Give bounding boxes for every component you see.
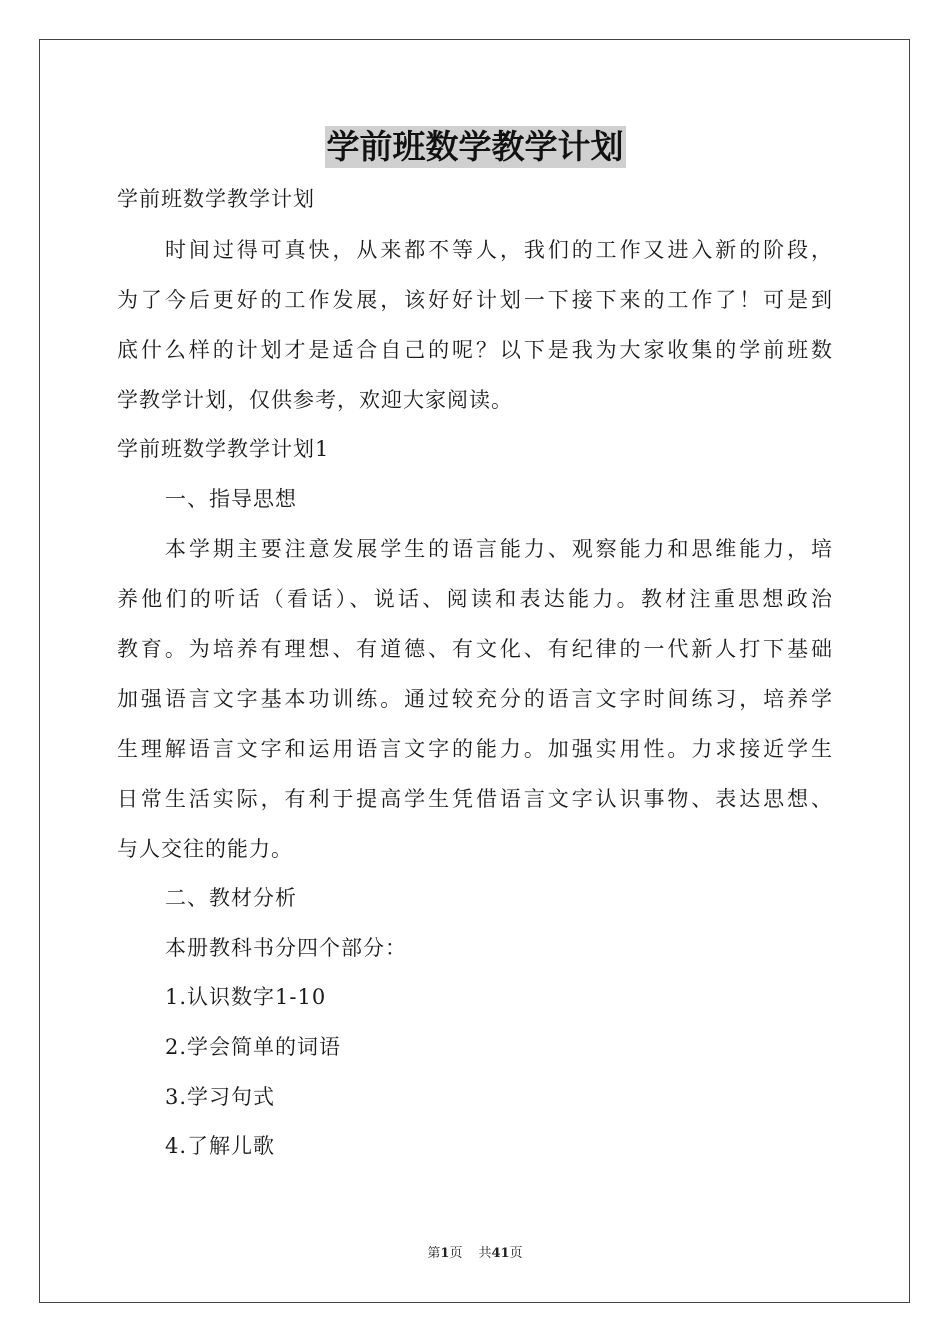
list-item-2: 2.学会简单的词语 (165, 1035, 342, 1059)
page-footer (0, 1245, 950, 1263)
document-title: 学前班数学教学计划 (326, 127, 624, 166)
body-line-5: 生理解语言文字和运用语言文字的能力。加强实用性。力求接近学生 (117, 737, 833, 761)
footer-page-suffix: 页 (449, 1246, 463, 1261)
footer-total-pages: 41 (491, 1246, 510, 1261)
subtitle-line: 学前班数学教学计划 (117, 187, 315, 211)
list-item-1: 1.认识数字1-10 (165, 985, 327, 1009)
body-line-1: 本学期主要注意发展学生的语言能力、观察能力和思维能力，培 (165, 537, 833, 561)
body-line-3: 教育。为培养有理想、有道德、有文化、有纪律的一代新人打下基础 (117, 637, 833, 661)
intro-line-3: 底什么样的计划才是适合自己的呢？以下是我为大家收集的学前班数 (117, 338, 833, 362)
footer-total-suffix: 页 (509, 1246, 523, 1261)
title-area (0, 126, 950, 168)
intro-line-4: 学教学计划，仅供参考，欢迎大家阅读。 (117, 388, 513, 412)
footer-prefix: 第 (427, 1246, 441, 1261)
intro-line-2: 为了今后更好的工作发展，该好好计划一下接下来的工作了！可是到 (117, 288, 833, 312)
heading-textbook-analysis: 二、教材分析 (165, 886, 297, 910)
page-frame (39, 39, 910, 1303)
heading-guiding-ideology: 一、指导思想 (165, 487, 297, 511)
body-line-2: 养他们的听话（看话）、说话、阅读和表达能力。教材注重思想政治 (117, 587, 833, 611)
body-line-7: 与人交往的能力。 (117, 837, 293, 861)
body-line-6: 日常生活实际，有利于提高学生凭借语言文字认识事物、表达思想、 (117, 787, 833, 811)
footer-page-number: 1 (440, 1246, 450, 1261)
body-line-4: 加强语言文字基本功训练。通过较充分的语言文字时间练习，培养学 (117, 687, 833, 711)
intro-line-1: 时间过得可真快，从来都不等人，我们的工作又进入新的阶段， (165, 238, 833, 262)
list-item-4: 4.了解儿歌 (165, 1134, 276, 1158)
footer-total-prefix: 共 (478, 1246, 492, 1261)
textbook-intro: 本册教科书分四个部分： (165, 936, 407, 960)
section-heading-plan-1: 学前班数学教学计划1 (117, 437, 330, 461)
list-item-3: 3.学习句式 (165, 1085, 276, 1109)
